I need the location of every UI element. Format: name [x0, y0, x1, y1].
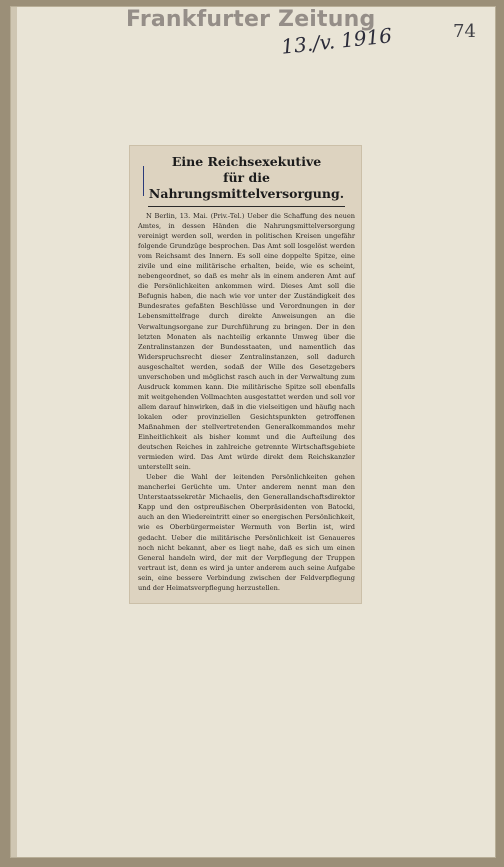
newspaper-stamp: Frankfurter Zeitung: [126, 7, 376, 32]
headline-line-2: für die Nahrungsmittelversorgung.: [148, 170, 345, 201]
handwritten-date: 13./v. 1916: [280, 23, 394, 59]
headline-divider: [148, 206, 345, 207]
newspaper-clipping: [130, 146, 361, 603]
article-paragraph-1: N Berlin, 13. Mai. (Priv.-Tel.) Ueber die Schaffung des neuen Amtes, in dessen Händen die Nahrungsmittelversorgung vereinigt werden soll, werden in politischen Kreisen ungefähr folgende Grundzüge besprochen. Das Amt soll losgelöst werden vom Reichsamt des Innern. Es soll eine doppelte Spitze, eine zivile und eine militärische erhalten, beide, wie es scheint, nebengeordnet, so daß es mehr als in einem anderen Amt auf die Persönlichkeiten ankommen wird. Dieses Amt soll die Befugnis haben, die nach wie vor unter der Zuständigkeit des Bundesrates gefaßten Beschlüsse und Verordnungen in der Lebensmittelfrage durch direkte Anweisungen an die Verwaltungsorgane zur Durchführung zu bringen. Der in den letzten Monaten als nachteilig erkannte Umweg über die Zentralinstanzen der Bundesstaaten, und namentlich das Widerspruchsrecht dieser Zentralinstanzen, soll dadurch ausgeschaltet werden, sodaß der Wille des Gesetzgebers unverschoben und möglichst rasch auch in der Verwaltung zum Ausdruck kommen kann. Die militärische Spitze soll ebenfalls mit weitgehenden Vollmachten ausgestattet werden und soll vor allem darauf hinwirken, daß in die vielseitigen und häufig nach lokalen oder provinziellen Gesichtspunkten getroffenen Maßnahmen der stellvertretenden Generalkommandos mehr Einheitlichkeit als bisher kommt und die Aufteilung des deutschen Reiches in zahlreiche getrennte Wirtschaftsgebiete vermieden wird. Das Amt würde direkt dem Reichskanzler unterstellt sein.: [138, 212, 355, 472]
article-body: [138, 211, 355, 593]
margin-bracket-mark: [143, 166, 149, 196]
headline-line-1: Eine Reichsexekutive: [171, 154, 322, 169]
page-edge: [11, 7, 17, 857]
article-headline: [138, 154, 355, 202]
article-paragraph-2: Ueber die Wahl der leitenden Persönlichkeiten gehen mancherlei Gerüchte um. Unter anderem nennt man den Unterstaatssekretär Michaelis, den Generallandschaftsdirektor Kapp und den ostpreußischen Oberpräsidenten von Batocki, auch an den Wiedereintritt einer so energischen Persönlichkeit, wie es Oberbürgermeister Wermuth von Berlin ist, wird gedacht. Ueber die militärische Persönlichkeit ist Genaueres noch nicht bekannt, aber es liegt nahe, daß es sich um einen General handeln wird, der mit der Verpflegung der Truppen vertraut ist, denn es wird ja unter anderem auch seine Aufgabe sein, eine bessere Verbindung zwischen der Feldverpflegung und der Heimatsverpflegung herzustellen.: [138, 473, 355, 592]
page-number: 74: [453, 21, 476, 42]
